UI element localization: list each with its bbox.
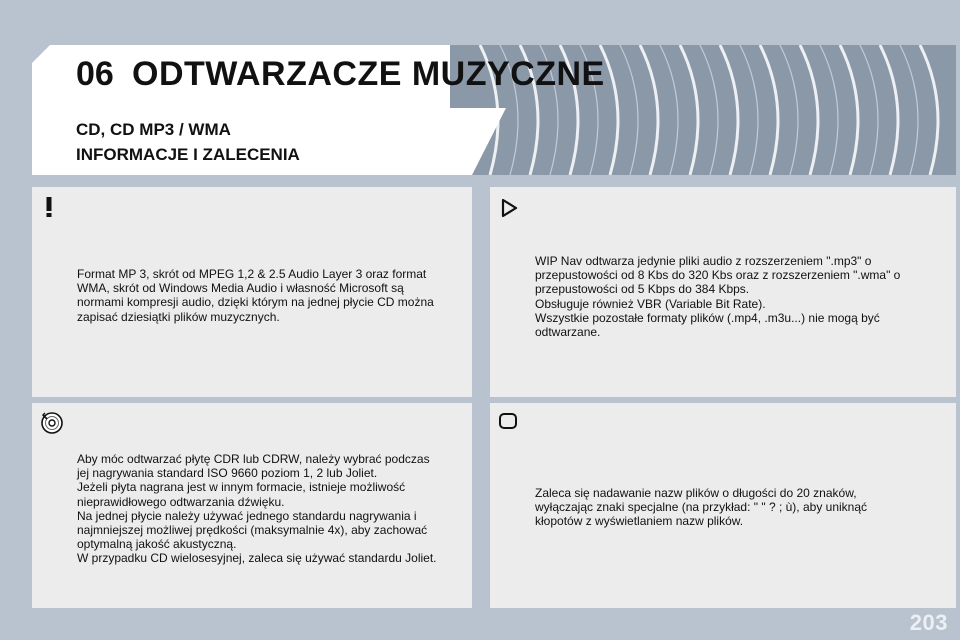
text-line: jej nagrywania standard ISO 9660 poziom 1, 2 lub Joliet. (77, 466, 378, 481)
exclamation-icon (40, 196, 58, 218)
text-line: nieprawidłowego odtwarzania dźwięku. (77, 494, 285, 509)
text-line: WMA, skrót od Windows Media Audio i własność Microsoft są (77, 281, 404, 296)
tip-text (535, 486, 867, 529)
play-triangle-icon (500, 198, 518, 218)
text-line: WIP Nav odtwarza jedynie pliki audio z rozszerzeniem ".mp3" o (535, 254, 872, 268)
text-line: odtwarzane. (535, 325, 601, 340)
text-line: zapisać dziesiątki plików muzycznych. (77, 309, 280, 324)
rounded-square-icon (498, 412, 518, 430)
text-line: Wszystkie pozostałe formaty plików (.mp4, .m3u...) nie mogą być (535, 310, 880, 325)
warning-text (77, 267, 434, 324)
subtitle-line-1: CD, CD MP3 / WMA (76, 120, 231, 139)
subtitle-panel-corner (472, 108, 506, 175)
text-line: Aby móc odtwarzać płytę CDR lub CDRW, należy wybrać podczas (77, 452, 430, 466)
text-line: najmniejszej możliwej prędkości (maksymalnie 4x), aby zachować (77, 523, 428, 538)
info-text (535, 254, 900, 339)
page-number: 203 (909, 610, 948, 635)
text-line: Format MP 3, skrót od MPEG 1,2 & 2.5 Audio Layer 3 oraz format (77, 267, 427, 281)
text-line: kłopotów z wyświetlaniem nazw plików. (535, 514, 744, 529)
text-line: Obsługuje również VBR (Variable Bit Rate). (535, 296, 766, 311)
disc-icon (40, 411, 64, 435)
chapter-number: 06 (76, 55, 114, 93)
chapter-title: ODTWARZACZE MUZYCZNE (132, 55, 605, 93)
disc-text (77, 452, 437, 566)
subtitle-line-2: INFORMACJE I ZALECENIA (76, 145, 300, 164)
text-line: optymalną jakość akustyczną. (77, 537, 237, 552)
text-line: przepustowości od 8 Kbs do 320 Kbs oraz z rozszerzeniem ".wma" o (535, 268, 901, 283)
text-line: przepustowości od 5 Kbps do 384 Kbps. (535, 282, 750, 297)
text-line: Jeżeli płyta nagrana jest w innym formacie, istnieje możliwość (77, 480, 406, 495)
text-line: W przypadku CD wielosesyjnej, zaleca się używać standardu Joliet. (77, 551, 437, 566)
text-line: Zaleca się nadawanie nazw plików o długości do 20 znaków, (535, 486, 857, 500)
text-line: wyłączając znaki specjalne (na przykład: " " ? ; ù), aby uniknąć (535, 500, 868, 515)
text-line: Na jednej płycie należy używać jednego standardu nagrywania i (77, 508, 417, 523)
header-corner-cut (0, 45, 50, 95)
text-line: normami kompresji audio, dzięki którym na jednej płycie CD można (77, 295, 434, 310)
